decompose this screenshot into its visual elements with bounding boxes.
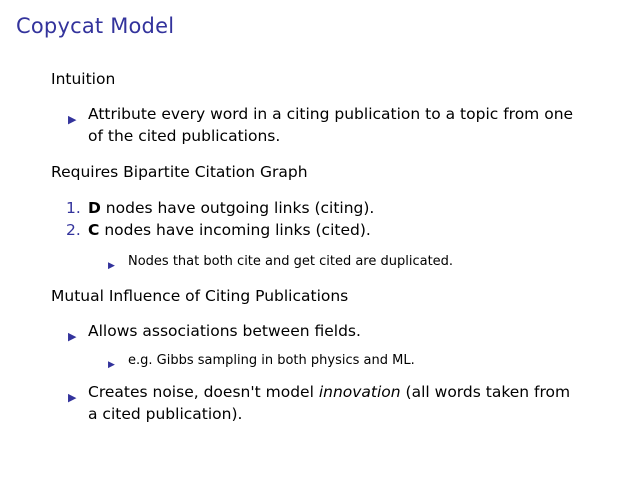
- bullet2-pre: Creates noise, doesn't model: [88, 383, 319, 401]
- bullet2-post: (all words taken from: [400, 383, 571, 401]
- item1-text: nodes have outgoing links (citing).: [100, 199, 375, 217]
- list-number-1: 1.: [66, 199, 81, 217]
- intuition-bullet-line1: Attribute every word in a citing publication to a topic from one: [88, 105, 574, 123]
- influence-bullet1: Allows associations between fields.: [88, 322, 361, 340]
- bullet2-emphasis: innovation: [318, 383, 401, 401]
- item2-bold: C: [88, 221, 100, 239]
- influence-bullet2-line1: [88, 383, 570, 401]
- graph-heading: Requires Bipartite Citation Graph: [51, 163, 308, 181]
- intuition-bullet-line2: of the cited publications.: [88, 127, 281, 145]
- bullet-icon: ▶: [68, 113, 77, 126]
- influence-heading: Mutual Influence of Citing Publications: [51, 287, 349, 305]
- bullet-icon: ▶: [68, 330, 77, 343]
- influence-sub-bullet: e.g. Gibbs sampling in both physics and ML.: [128, 353, 415, 368]
- item2-text: nodes have incoming links (cited).: [99, 221, 371, 239]
- sub-bullet-icon: ▶: [108, 360, 115, 370]
- sub-bullet-icon: ▶: [108, 261, 115, 271]
- list-item-2: [88, 221, 371, 239]
- list-item-1: [88, 199, 374, 217]
- item1-bold: D: [88, 199, 101, 217]
- slide-title: Copycat Model: [16, 14, 175, 38]
- list-number-2: 2.: [66, 221, 81, 239]
- intuition-heading: Intuition: [51, 70, 116, 88]
- bullet-icon: ▶: [68, 391, 77, 404]
- influence-bullet2-line2: a cited publication).: [88, 405, 243, 423]
- graph-sub-bullet: Nodes that both cite and get cited are duplicated.: [128, 254, 454, 269]
